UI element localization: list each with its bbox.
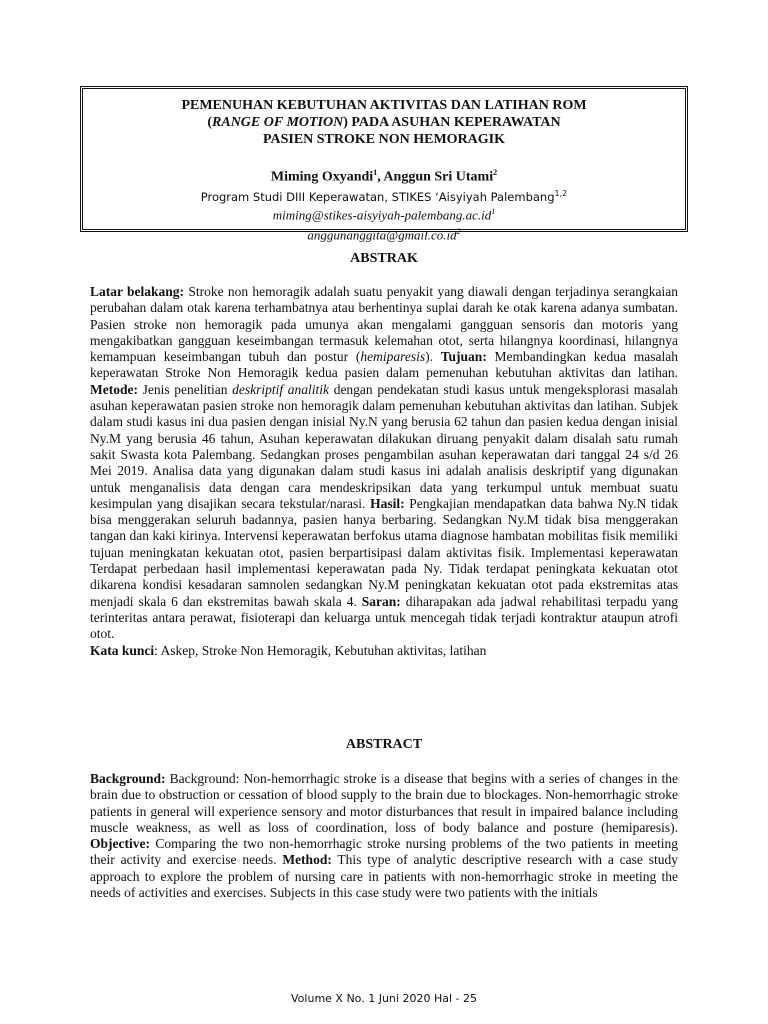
abstract-paragraph xyxy=(90,771,678,901)
author-2-sup: 2 xyxy=(493,168,498,177)
affiliation-sup: 1,2 xyxy=(554,188,568,198)
metode-text-2: dengan pendekatan studi kasus untuk mengeksplorasi masalah asuhan keperawatan pasien stroke non hemoragik dalam pemenuhan kebutuhan aktivitas dan latihan. Subjek dalam studi kasus ini dua pasien dengan inisial Ny.N yang berusia 62 tahun dan pasien kedua dengan inisial Ny.M yang berusia 46 tahun, Asuhan keperawatan dilakukan diruang penyakit dalam disalah satu rumah sakit Swasta kota Palembang. Sedangkan proses pengambilan asuhan keperawatan dari tanggal 24 s/d 26 Mei 2019. Analisa data yang digunakan dalam studi kasus ini adalah analisis deskriptif yang digunakan untuk menganalisis data dengan cara mendeskripsikan data yang terkumpul untuk membuat suatu kesimpulan yang disajikan secara tekstular/narasi. xyxy=(90,381,678,511)
author-1: Miming Oxyandi xyxy=(270,169,374,185)
email-1[interactable] xyxy=(83,204,685,223)
metode-label: Metode: xyxy=(90,381,138,397)
method-text: This type of analytic descriptive research with a case study approach to explore the problem of nursing care in patients with non-hemorrhagic stroke in meeting the needs of activities and exercises. Subjects in this case study were two patients with the initials xyxy=(90,852,678,901)
kata-kunci-text: : Askep, Stroke Non Hemoragik, Kebutuhan aktivitas, latihan xyxy=(154,642,487,658)
latar-label: Latar belakang: xyxy=(90,284,185,299)
author-1-sup: 1 xyxy=(373,168,378,177)
email-2-sup: 2 xyxy=(456,226,461,236)
latar-text: Stroke non hemoragik adalah suatu penyakit yang diawali dengan terjadinya serangkaian perubahan dalam otak karena terhambatnya atau berhentinya suplai darah ke otak karena adanya sumbatan. Pasien stroke non hemoragik pada umunya akan mengalami gangguan sensoris dan motoris yang mengakibatkan gangguan keseimbangan termasuk kelemahan otot, serta hilangnya koordinasi, hilangnya kemampuan keseimbangan tubuh dan postur ( xyxy=(90,284,678,365)
affiliation xyxy=(83,186,685,205)
objective-label: Objective: xyxy=(90,836,150,852)
abstract-heading: ABSTRACT xyxy=(345,737,423,752)
author-separator: , xyxy=(377,169,384,185)
article-header-box xyxy=(80,86,688,243)
author-2: Anggun Sri Utami xyxy=(383,169,494,185)
latar-end: ). xyxy=(425,349,441,365)
background-text: Background: Non-hemorrhagic stroke is a disease that begins with a series of changes in the brain due to obstruction or cessation of blood supply to the brain due to blockages. Non-hemorrhagic stroke patients in general will experience sensory and motor disturbances that result in impaired balance including muscle weakness, as well as loss of coordination, loss of body balance and posture (hemiparesis). xyxy=(90,771,678,835)
tujuan-text: Membandingkan kedua masalah keperawatan Stroke Non Hemoragik kedua pasien dalam pemenuhan kebutuhan aktivitas dan latihan. xyxy=(90,349,678,381)
title-italic: RANGE OF MOTION xyxy=(212,115,344,130)
metode-text-1: Jenis penelitian xyxy=(137,381,233,397)
hasil-label: Hasil: xyxy=(370,495,405,511)
saran-text: diharapakan ada jadwal rehabilitasi terpadu yang terinteritas antara perawat, fisioterapi dan keluarga untuk mencegah tidak terjadi kontraktur ataupun atrofi otot. xyxy=(90,593,679,642)
author-list xyxy=(83,164,685,186)
method-label: Method: xyxy=(282,852,332,868)
title-paren: ( xyxy=(207,115,213,130)
affiliation-text: Program Studi DIII Keperawatan, STIKES ‘Aisyiyah Palembang xyxy=(200,189,555,204)
hasil-text: Pengkajian mendapatkan data bahwa Ny.N tidak bisa menggerakan seluruh badannya, pasien hanya berbaring. Sedangkan Ny.M tidak bisa menggerakan tangan dan kaki kirinya. Intervensi keperawatan berfokus utama diagnose hambatan mobilitas fisik memiliki tujuan meningkatan kekuatan otot, pasien berpartisipasi dalam aktivitas fisik. Implementasi keperawatan Terdapat perbedaan hasil implementasi keperawatan pada Ny. Tidak terdapat peningkata kekuatan otot dikarena kondisi kesadaran samnolen sedangkan Ny.M peningkatan kekuatan otot pada ekstremitas atas menjadi skala 6 dan ekstremitas bawah skala 4. xyxy=(90,495,678,609)
email-2-text[interactable]: anggunanggita@gmail.co.id xyxy=(307,227,457,243)
background-label: Background: xyxy=(90,771,166,786)
email-2[interactable] xyxy=(83,224,685,243)
title-line-2 xyxy=(83,114,685,131)
email-1-text[interactable]: miming@stikes-aisyiyah-palembang.ac.id xyxy=(272,207,492,223)
abstrak-paragraph xyxy=(90,284,678,659)
page-footer: Volume X No. 1 Juni 2020 Hal - 25 xyxy=(291,992,477,1005)
article-title xyxy=(83,97,685,148)
tujuan-label: Tujuan: xyxy=(440,349,487,365)
latar-italic: hemiparesis xyxy=(360,349,426,365)
title-line-1: PEMENUHAN KEBUTUHAN AKTIVITAS DAN LATIHAN ROM xyxy=(181,98,587,113)
title-line-2-rest: ) PADA ASUHAN KEPERAWATAN xyxy=(343,115,561,130)
metode-italic: deskriptif analitik xyxy=(232,381,330,397)
email-1-sup: 1 xyxy=(491,207,496,217)
title-line-3: PASIEN STROKE NON HEMORAGIK xyxy=(262,132,506,147)
abstrak-heading: ABSTRAK xyxy=(350,251,418,266)
kata-kunci-label: Kata kunci xyxy=(90,642,155,658)
saran-label: Saran: xyxy=(361,593,401,609)
objective-text: Comparing the two non-hemorrhagic stroke nursing problems of the two patients in meeting their activity and exercise needs. xyxy=(90,836,678,868)
